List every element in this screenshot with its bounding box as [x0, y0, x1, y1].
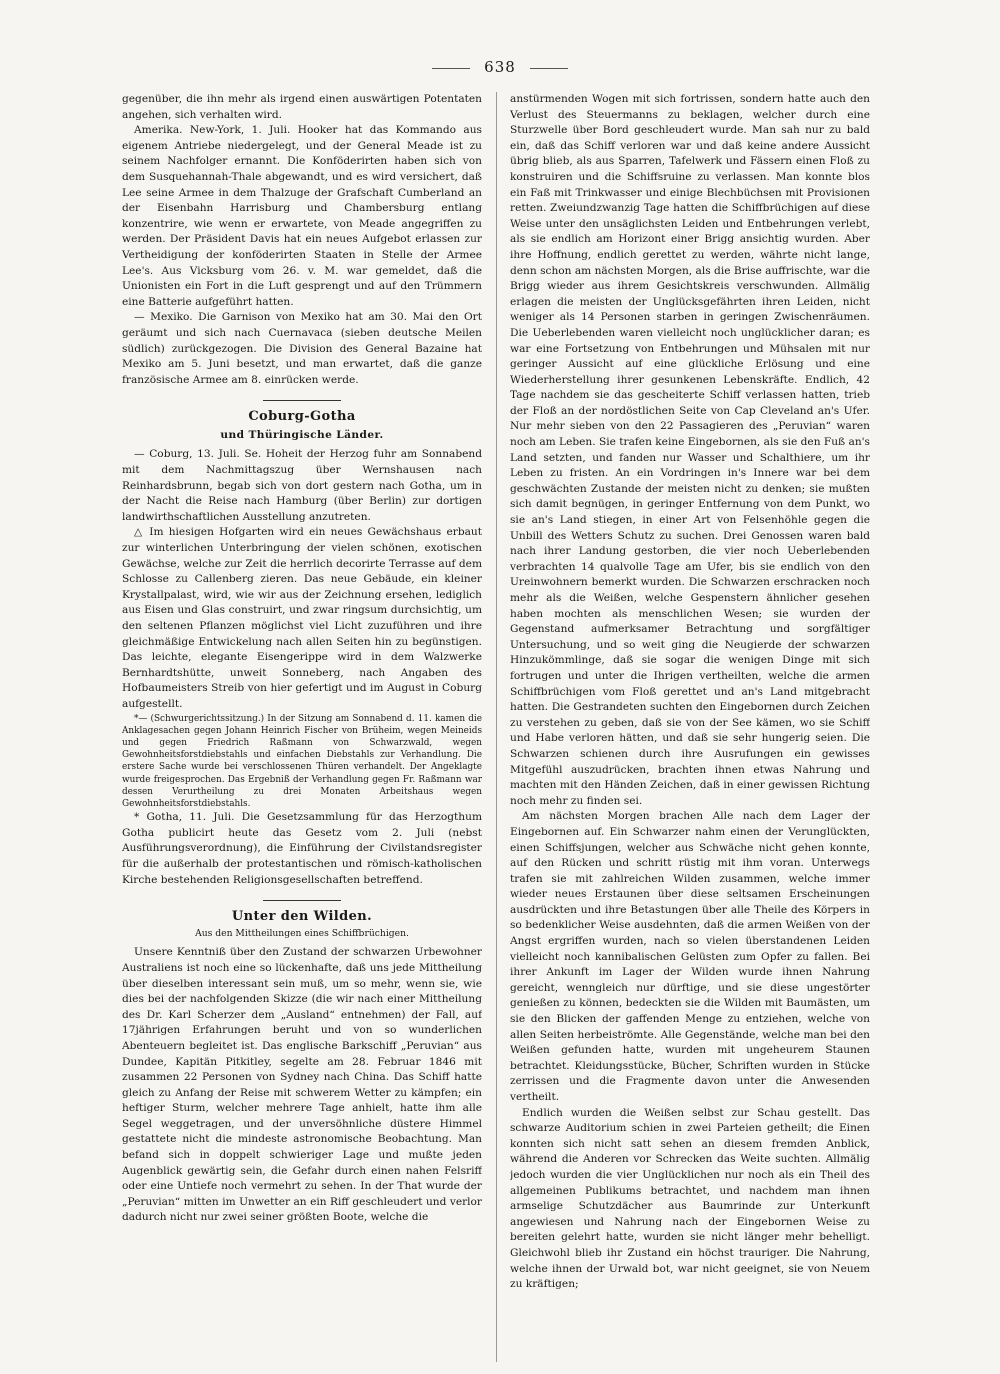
paragraph: Amerika. New-York, 1. Juli. Hooker hat das Kommando aus eigenem Antriebe niedergelegt, und der General Meade ist zu seinem Nachfolger ernannt. Die Konföderirten haben sich von dem Susquehannah-Thale abgewandt, und es wird versichert, daß Lee seine Armee in dem Thalzuge der Grafschaft Cumberland an der Eisenbahn Harrisburg und Chambersburg entlang konzentrire, wie wenn er erwartete, von Meade angegriffen zu werden. Der Präsident Davis hat ein neues Aufgebot erlassen zur Vertheidigung der konföderirten Staaten in Stelle der Armee Lee's. Aus Vicksburg vom 26. v. M. war gemeldet, daß die Unionisten ein Fort in die Luft gesprengt und auf den Trümmern eine Batterie aufgeführt hatten. — [122, 124, 482, 308]
paragraph-small: *— (Schwurgerichtssitzung.) In der Sitzung am Sonnabend d. 11. kamen die Anklagesachen gegen Johann Heinrich Fischer von Brüheim, wegen Meineids und gegen Friedrich Raßmann von Schwarzwald, wegen Gewohnheitsforstdiebstahls und einfachen Diebstahls zur Verhandlung. Die erstere Sache wurde bei verschlossenen Thüren verhandelt. Der Angeklagte wurde freigesprochen. Das Ergebniß der Verhandlung gegen Fr. Raßmann war dessen Verurtheilung zu drei Monaten Arbeitshaus wegen Gewohnheitsforstdiebstahls. — [122, 713, 482, 809]
paragraph: Unsere Kenntniß über den Zustand der schwarzen Urbewohner Australiens ist noch eine so lückenhafte, daß uns jede Mittheilung über dieselben interessant sein muß, um so mehr, wenn sie, wie dies bei der nachfolgenden Skizze (die wir nach einer Mittheilung des Dr. Karl Scherzer dem „Ausland“ entnehmen) der Fall, auf 17jährigen Erfahrungen beruht und von so wunderlichen Abenteuern begleitet ist. Das englische Barkschiff „Peruvian“ aus Dundee, Kapitän Pitkitley, segelte am 28. Februar 1846 mit zusammen 22 Personen von Sydney nach China. Das Schiff hatte gleich zu Anfang der Reise mit schwerem Wetter zu kämpfen; ein heftiger Sturm, welcher mehrere Tage anhielt, hatte ihm alle Segel weggetragen, und der unversöhnliche düstere Himmel gestattete nicht die mindeste astronomische Beobachtung. Man befand sich in doppelt schwieriger Lage und mußte jeden Augenblick gewärtig sein, die Gefahr durch einen nahen Felsriff oder eine Untiefe noch vermehrt zu sehen. In der That wurde der „Peruvian“ mitten im Unwetter an ein Riff geschleudert und verlor dadurch nicht nur zwei seiner größten Boote, welche die — [122, 946, 482, 1224]
section-rule — [263, 400, 341, 401]
page-number: 638 — [484, 58, 516, 76]
paragraph: Am nächsten Morgen brachen Alle nach dem Lager der Eingebornen auf. Ein Schwarzer nahm einen der Verunglückten, einen Schiffsjungen, welcher aus Schwäche nicht gehen konnte, auf den Rücken und schritt rüstig mit ihm voran. Unterwegs trafen sie mit zahlreichen Wilden zusammen, welche immer wieder neues Erstaunen über diese seltsamen Erscheinungen ausdrückten und ihre Betastungen über alle Theile des Körpers in so bedenklicher Weise ausdehnten, daß die armen Weißen von der Angst ergriffen wurden, nach so vielen überstandenen Leiden vielleicht noch kannibalischen Gelüsten zum Opfer zu fallen. Bei ihrer Ankunft im Lager der Wilden wurde ihnen Nahrung gereicht, wenngleich nur dürftige, und sie diese ungestörter genießen zu können, bedeckten sie die Wilden mit Baumästen, um sie den Blicken der gaffenden Menge zu entziehen, welche von allen Seiten herbeiströmte. Alle Gegenstände, welche man bei den Weißen gefunden hatte, wurden mit ungeheurem Staunen betrachtet. Kleidungsstücke, Bücher, Schriften wurden in Stücke zerrissen und die Fragmente davon unter die Anwesenden vertheilt. — [510, 810, 870, 1103]
paragraph: — Coburg, 13. Juli. Se. Hoheit der Herzog fuhr am Sonnabend mit dem Nachmittagszug über Wernshausen nach Reinhardsbrunn, begab sich von dort gestern nach Gotha, um in der Nacht die Reise nach Hamburg (über Berlin) zur dortigen landwirthschaftlichen Ausstellung anzutreten. — [122, 448, 482, 523]
page-header — [0, 58, 1000, 76]
section-rule — [263, 900, 341, 901]
paragraph: anstürmenden Wogen mit sich fortrissen, sondern hatte auch den Verlust des Steuermanns zu beklagen, welcher durch eine Sturzwelle über Bord geschleudert wurde. Man sah nur zu bald ein, daß das Schiff verloren war und daß keine andere Aussicht übrig blieb, als aus Sparren, Tafelwerk und Fässern einen Floß zu konstruiren und die Schiffsruine zu verlassen. Man konnte blos ein Faß mit Trinkwasser und einige Blechbüchsen mit Provisionen retten. Zweiundzwanzig Tage hatten die Schiffbrüchigen auf diese Weise unter den unsäglichsten Leiden und Entbehrungen verlebt, als sie endlich am Horizont einer Brigg ansichtig wurden. Aber ihre Hoffnung, endlich gerettet zu werden, währte nicht lange, denn schon am nächsten Morgen, als die Brise auffrischte, war die Brigg wieder aus ihrem Gesichtskreis verschwunden. Allmälig erlagen die meisten der Unglücksgefährten ihren Leiden, nicht weniger als 14 Personen starben in geringen Zwischenräumen. Die Ueberlebenden waren vielleicht noch unglücklicher daran; es war eine Fortsetzung von Entbehrungen und Mühsalen mit nur geringer Aussicht auf eine glückliche Erlösung und eine Wiederherstellung ihrer gesunkenen Lebenskräfte. Endlich, 42 Tage nachdem sie das gescheiterte Schiff verlassen hatten, trieb der Floß an der nordöstlichen Seite von Cap Cleveland an's Ufer. Nur mehr sieben von den 22 Passagieren des „Peruvian“ waren noch am Leben. Sie trafen keine Eingebornen, als sie den Fuß an's Land setzten, und fanden nur Wasser und Schalthiere, um ihr Leben zu fristen. An ein Vordringen in's Innere war bei dem geschwächten Zustande der meisten nicht zu denken; sie mußten sich damit begnügen, in geringer Entfernung von dem Punkt, wo sie an's Land stiegen, in einer Art von Felsenhöhle gegen die Unbill des Wetters Schutz zu suchen. Drei Genossen waren bald nach ihrer Landung gestorben, die vier noch Ueberlebenden verbrachten 14 qualvolle Tage am Ufer, bis sie endlich von den Ureinwohnern bemerkt wurden. Die Schwarzen erschracken noch mehr als die Weißen, welche Gespenstern ähnlicher gesehen haben mochten als menschlichen Wesen; sie wurden der Gegenstand aufmerksamer Betrachtung und sorgfältiger Untersuchung, und so weit ging die Neugierde der schwarzen Hinzukömmlinge, daß sie sogar die wenigen Dinge mit sich fortrugen und unter die Ihrigen vertheilten, welche die armen Schiffbrüchigen vom Floß gerettet und an's Land mitgebracht hatten. Die Gestrandeten suchten den Eingebornen durch Zeichen zu verstehen zu geben, daß sie von der See kämen, wo sie Schiff und Habe verloren hätten, und daß sie sehr hungerig seien. Die Schwarzen schienen durch ihre Ausrufungen ein gewisses Mitgefühl auszudrücken, brachten ihnen etwas Nahrung und machten mit den Händen Zeichen, daß in einer gewissen Richtung noch mehr zu finden sei. — [510, 93, 870, 807]
section-title: Coburg-Gotha — [248, 409, 356, 425]
header-rule-right — [530, 68, 568, 69]
header-rule-left — [432, 68, 470, 69]
paragraph: gegenüber, die ihn mehr als irgend einen auswärtigen Potentaten angehen, sich verhalten wird. — [122, 93, 482, 121]
paragraph: * Gotha, 11. Juli. Die Gesetzsammlung für das Herzogthum Gotha publicirt heute das Gesetz vom 2. Juli (nebst Ausführungsverordnung), die Einführung der Civilstandsregister für die außerhalb der protestantischen und römisch-katholischen Kirche bestehenden Religionsgesellschaften betreffend. — [122, 811, 482, 886]
article-subtitle: Aus den Mittheilungen eines Schiffbrüchigen. — [195, 927, 409, 939]
right-column — [510, 92, 870, 1362]
article-title: Unter den Wilden. — [231, 909, 373, 925]
section-heading — [122, 409, 482, 443]
section-subtitle: und Thüringische Länder. — [220, 428, 384, 441]
paragraph: — Mexiko. Die Garnison von Mexiko hat am 30. Mai den Ort geräumt und sich nach Cuernavaca (sieben deutsche Meilen südlich) zurückgezogen. Die Division des General Bazaine hat Mexiko am 5. Juni besetzt, und man erwartet, daß die ganze französische Armee am 8. einrücken werde. — [122, 311, 482, 386]
paragraph: △ Im hiesigen Hofgarten wird ein neues Gewächshaus erbaut zur winterlichen Unterbringung der vielen schönen, exotischen Gewächse, welche zur Zeit die herrlich decorirte Terrasse auf dem Schlosse zu Callenberg zieren. Das neue Gebäude, ein kleiner Krystallpalast, wird, wie wir aus der Zeichnung ersehen, lediglich aus Eisen und Glas construirt, und zwar ringsum durchsichtig, um den seltenen Pflanzen möglichst viel Licht zuzuführen und ihre gleichmäßige Entwickelung nach allen Seiten hin zu begünstigen. Das leichte, elegante Eisengerippe wird in dem Walzwerke Bernhardtshütte, unweit Sonneberg, nach Angaben des Hofbaumeisters Streib von hier gefertigt und im August in Coburg aufgestellt. — [122, 526, 482, 710]
left-column — [122, 92, 482, 1362]
column-divider — [496, 92, 497, 1362]
paragraph: Endlich wurden die Weißen selbst zur Schau gestellt. Das schwarze Auditorium schien in zwei Parteien getheilt; die Einen konnten sich nicht satt sehen an diesem fremden Anblick, während die Anderen vor Schrecken das Weite suchten. Allmälig jedoch wurden die vier Unglücklichen nur noch als ein Theil des allgemeinen Publikums betrachtet, und nachdem man ihnen armselige Schutzdächer aus Baumrinde zur Unterkunft angewiesen und Nahrung nach der Eingebornen Weise zu bereiten gelehrt hatte, wurden sie nicht länger mehr behelligt. Gleichwohl blieb ihr Zustand ein höchst trauriger. Die Nahrung, welche ihnen der Urwald bot, war nicht geeignet, sie von Neuem zu kräftigen; — [510, 1106, 870, 1291]
